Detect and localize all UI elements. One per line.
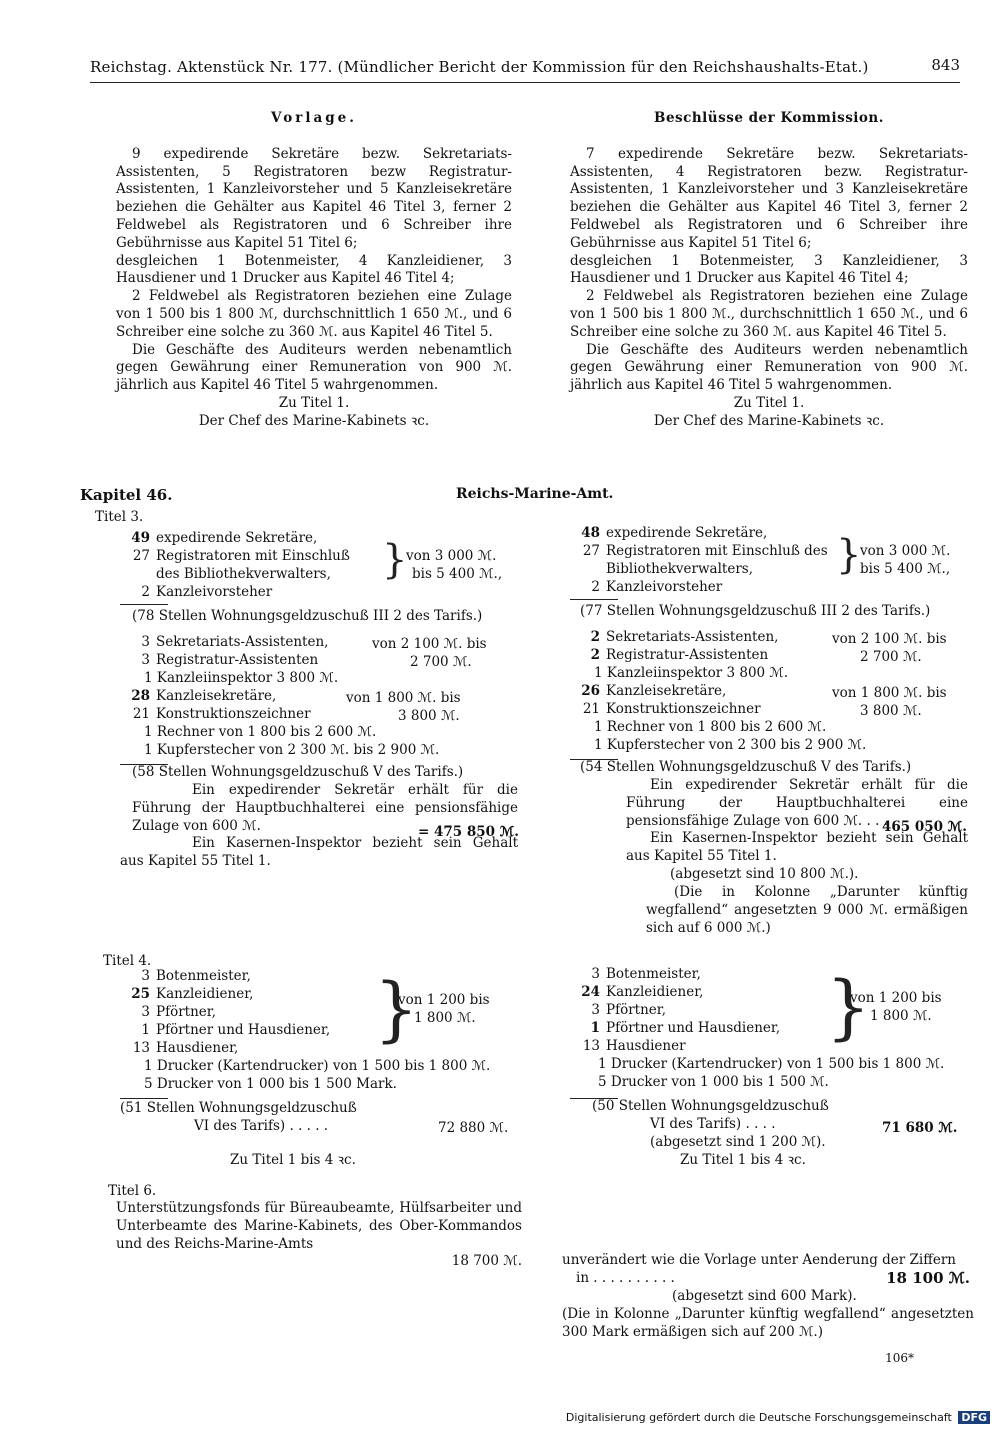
range: 3 800 ℳ. <box>398 708 460 724</box>
rule <box>570 599 618 600</box>
total: 18 700 ℳ. <box>451 1253 522 1270</box>
sheet-number: 106* <box>885 1350 914 1365</box>
count: 3 <box>141 968 150 984</box>
paragraph: Die Geschäfte des Auditeurs werden nebenamtlich gegen Gewährung einer Remuneration von 900 ℳ. jährlich aus Kapitel 46 Titel 5 wahrgenommen. <box>570 341 968 394</box>
range: 3 800 ℳ. <box>860 703 922 719</box>
text-line: unverändert wie die Vorlage unter Aenderung der Ziffern <box>562 1252 956 1268</box>
brace: } <box>374 968 419 1050</box>
range: von 2 100 ℳ. bis <box>832 631 947 647</box>
zu-titel: Zu Titel 1 bis 4 ꝛc. <box>230 1152 356 1168</box>
total: = 475 850 ℳ. <box>418 824 519 840</box>
count: 27 <box>582 543 600 559</box>
position: Registratoren mit Einschluß <box>156 548 350 564</box>
stellen-line: (51 Stellen Wohnungsgeldzuschuß <box>120 1100 357 1116</box>
position: Bibliothekverwalters, <box>606 561 754 577</box>
count: 13 <box>132 1040 150 1056</box>
count: 26 <box>581 683 600 699</box>
beschluesse-column <box>570 110 968 431</box>
stellen-line: (50 Stellen Wohnungsgeldzuschuß <box>592 1098 829 1114</box>
position: Kanzleidiener, <box>606 984 704 1000</box>
position: des Bibliothekverwalters, <box>156 566 331 582</box>
titel3-label: Titel 3. <box>95 509 144 525</box>
total: 465 050 ℳ. <box>882 819 967 835</box>
stellen-line: VI des Tarifs) . . . . <box>650 1116 776 1132</box>
kapitel-label: Kapitel 46. <box>80 486 173 504</box>
footer-text: Digitalisierung gefördert durch die Deutsche Forschungsgemeinschaft <box>565 1411 952 1424</box>
dfg-logo: DFG <box>958 1411 990 1424</box>
stellen-line: (58 Stellen Wohnungsgeldzuschuß V des Tarifs.) <box>132 764 464 780</box>
count: 1 <box>141 1022 150 1038</box>
count: 28 <box>131 688 150 704</box>
paragraph: desgleichen 1 Botenmeister, 3 Kanzleidiener, 3 Hausdiener und 1 Drucker aus Kapitel 46 Titel 4; <box>570 252 968 287</box>
digitization-footer <box>566 1411 990 1424</box>
position: expedirende Sekretäre, <box>156 530 318 546</box>
range: von 1 800 ℳ. bis <box>346 690 461 706</box>
paragraph: 7 expedirende Sekretäre bezw. Sekretariats-Assistenten, 4 Registratoren bezw. Registratur-Assistenten, 1 Kanzleivorsteher und 3 Kanzleisekretäre beziehen die Gehälter aus Kapitel 46 Titel 3, ferner 2 Feldwebel als Registratoren und 6 Schreiber ihre Gebührnisse aus Kapitel 51 Titel 6; <box>570 145 968 251</box>
paragraph: Unterstützungsfonds für Büreaubeamte, Hülfsarbeiter und Unterbeamte des Marine-Kabinets, des Ober-Kommandos und des Reichs-Marine-Amts <box>116 1200 522 1252</box>
count: 24 <box>581 984 600 1000</box>
paragraph: Die Geschäfte des Auditeurs werden nebenamtlich gegen Gewährung einer Remuneration von 900 ℳ. jährlich aus Kapitel 46 Titel 5 wahrgenommen. <box>116 341 512 394</box>
zu-titel: Zu Titel 1. <box>278 394 350 411</box>
count: 48 <box>581 525 600 541</box>
range: bis 5 400 ℳ., <box>860 561 951 577</box>
titel4-right <box>570 966 970 1170</box>
page-number: 843 <box>931 56 960 74</box>
count: 21 <box>582 701 600 717</box>
range: 2 700 ℳ. <box>860 649 922 665</box>
vorlage-heading: Vorlage. <box>271 110 357 126</box>
range: von 1 800 ℳ. bis <box>832 685 947 701</box>
total: 71 680 ℳ. <box>882 1120 958 1136</box>
position: Hausdiener, <box>156 1040 239 1056</box>
position: expedirende Sekretäre, <box>606 525 768 541</box>
position: Hausdiener <box>606 1038 686 1054</box>
header-title: Reichstag. Aktenstück Nr. 177. (Mündlicher Bericht der Kommission für den Reichshaushalts-Etat.) <box>90 58 869 76</box>
stellen-line: (78 Stellen Wohnungsgeldzuschuß III 2 des Tarifs.) <box>132 608 483 624</box>
range: 1 800 ℳ. <box>870 1008 932 1024</box>
position: Sekretariats-Assistenten, <box>156 634 329 650</box>
text-line: in . . . . . . . . . . <box>576 1270 675 1286</box>
stellen-line: VI des Tarifs) . . . . . <box>194 1118 329 1134</box>
position: Registratur-Assistenten <box>606 647 769 663</box>
line-item: 5 Drucker von 1 000 bis 1 500 Mark. <box>144 1076 397 1092</box>
titel6-left <box>116 1200 522 1271</box>
titel3-left <box>120 530 520 871</box>
note: (Die in Kolonne „Darunter künftig wegfallend“ angesetzten 300 Mark ermäßigen sich auf 200 ℳ.) <box>562 1306 974 1340</box>
count: 3 <box>141 634 150 650</box>
stellen-line: (77 Stellen Wohnungsgeldzuschuß III 2 des Tarifs.) <box>580 603 931 619</box>
paragraph: Ein Kasernen-Inspektor bezieht sein Gehalt aus Kapitel 55 Titel 1. <box>626 830 968 865</box>
count: 3 <box>591 966 600 982</box>
stellen-line: (54 Stellen Wohnungsgeldzuschuß V des Tarifs.) <box>580 759 912 775</box>
paragraph: 2 Feldwebel als Registratoren beziehen eine Zulage von 1 500 bis 1 800 ℳ, durchschnittlich 1 650 ℳ., und 6 Schreiber eine solche zu 360 ℳ. aus Kapitel 46 Titel 5. <box>116 288 512 340</box>
line-item: 1 Drucker (Kartendrucker) von 1 500 bis 1 800 ℳ. <box>144 1058 491 1074</box>
count: 3 <box>141 1004 150 1020</box>
zu-titel: Zu Titel 1. <box>733 394 805 411</box>
zu-titel: Zu Titel 1 bis 4 ꝛc. <box>680 1152 806 1168</box>
paragraph: Ein Kasernen-Inspektor bezieht sein Gehalt aus Kapitel 55 Titel 1. <box>120 835 518 870</box>
line-item: 1 Drucker (Kartendrucker) von 1 500 bis 1 800 ℳ. <box>598 1056 945 1072</box>
position: Pförtner, <box>606 1002 667 1018</box>
vorlage-column <box>116 110 512 431</box>
rule <box>120 604 168 605</box>
amt-label: Reichs-Marine-Amt. <box>456 486 614 502</box>
paragraph: 9 expedirende Sekretäre bezw. Sekretariats-Assistenten, 5 Registratoren bezw Registratur-Assistenten, 1 Kanzleivorsteher und 5 Kanzleisekretäre beziehen die Gehälter aus Kapitel 46 Titel 3, ferner 2 Feldwebel als Registratoren und 6 Schreiber ihre Gebührnisse aus Kapitel 51 Titel 6; <box>116 145 512 251</box>
titel6-right <box>562 1252 974 1367</box>
titel4-label: Titel 4. <box>103 953 152 969</box>
abgesetzt: (abgesetzt sind 600 Mark). <box>672 1288 857 1304</box>
paragraph: 2 Feldwebel als Registratoren beziehen eine Zulage von 1 500 bis 1 800 ℳ., durchschnittlich 1 650 ℳ., und 6 Schreiber eine solche zu 360 ℳ. aus Kapitel 46 Titel 5. <box>570 288 968 340</box>
position: Registratur-Assistenten <box>156 652 319 668</box>
paragraph: desgleichen 1 Botenmeister, 4 Kanzleidiener, 3 Hausdiener und 1 Drucker aus Kapitel 46 Titel 4; <box>116 252 512 287</box>
position: Kanzleidiener, <box>156 986 254 1002</box>
count: 3 <box>591 1002 600 1018</box>
titel6-label: Titel 6. <box>108 1183 157 1199</box>
line-item: 1 Rechner von 1 800 bis 2 600 ℳ. <box>144 724 377 740</box>
line-item: 1 Kupferstecher von 2 300 bis 2 900 ℳ. <box>594 737 867 753</box>
count: 49 <box>131 530 150 546</box>
count: 21 <box>132 706 150 722</box>
position: Pförtner, <box>156 1004 217 1020</box>
line-item: 5 Drucker von 1 000 bis 1 500 ℳ. <box>598 1074 829 1090</box>
range: 1 800 ℳ. <box>414 1010 476 1026</box>
brace: } <box>382 537 408 583</box>
position: Pförtner und Hausdiener, <box>606 1020 781 1036</box>
position: Kanzleivorsteher <box>156 584 273 600</box>
position: Konstruktionszeichner <box>156 706 311 722</box>
paragraph: Ein expedirender Sekretär erhält für die Führung der Hauptbuchhalterei eine pensionsfähige Zulage von 600 ℳ. . . . <box>626 777 968 829</box>
total: 72 880 ℳ. <box>438 1120 509 1136</box>
count: 2 <box>590 629 600 645</box>
range: von 2 100 ℳ. bis <box>372 636 487 652</box>
titel4-left <box>120 968 520 1170</box>
range: von 3 000 ℳ. <box>406 548 497 564</box>
brace: } <box>826 966 871 1048</box>
line-item: 1 Kanzleiinspektor 3 800 ℳ. <box>144 670 339 686</box>
count: 1 <box>590 1020 600 1036</box>
count: 2 <box>591 579 600 595</box>
chef-line: Der Chef des Marine-Kabinets ꝛc. <box>198 412 430 429</box>
running-header <box>90 56 960 83</box>
line-item: 1 Kanzleiinspektor 3 800 ℳ. <box>594 665 789 681</box>
chef-line: Der Chef des Marine-Kabinets ꝛc. <box>653 412 885 429</box>
abgesetzt: (abgesetzt sind 10 800 ℳ.). <box>670 865 859 882</box>
rule <box>120 1098 168 1099</box>
position: Konstruktionszeichner <box>606 701 761 717</box>
brace: } <box>836 532 862 578</box>
count: 2 <box>590 647 600 663</box>
range: 2 700 ℳ. <box>410 654 472 670</box>
position: Kanzleisekretäre, <box>606 683 727 699</box>
paragraph: Ein expedirender Sekretär erhält für die Führung der Hauptbuchhalterei eine pensionsfähige Zulage von 600 ℳ. <box>132 782 518 834</box>
range: von 1 200 bis <box>850 990 942 1006</box>
position: Kanzleisekretäre, <box>156 688 277 704</box>
total: 18 100 ℳ. <box>886 1269 970 1287</box>
position: Botenmeister, <box>606 966 701 982</box>
count: 25 <box>131 986 150 1002</box>
note: (Die in Kolonne „Darunter künftig wegfallend“ angesetzten 9 000 ℳ. ermäßigen sich auf 6 000 ℳ.) <box>646 883 968 936</box>
count: 27 <box>132 548 150 564</box>
count: 3 <box>141 652 150 668</box>
range: von 3 000 ℳ. <box>860 543 951 559</box>
titel3-right <box>570 525 970 937</box>
position: Pförtner und Hausdiener, <box>156 1022 331 1038</box>
range: von 1 200 bis <box>398 992 490 1008</box>
position: Botenmeister, <box>156 968 251 984</box>
count: 2 <box>141 584 150 600</box>
count: 13 <box>582 1038 600 1054</box>
beschluesse-heading: Beschlüsse der Kommission. <box>654 110 884 126</box>
position: Kanzleivorsteher <box>606 579 723 595</box>
abgesetzt: (abgesetzt sind 1 200 ℳ). <box>650 1134 826 1150</box>
line-item: 1 Kupferstecher von 2 300 ℳ. bis 2 900 ℳ. <box>144 742 440 758</box>
line-item: 1 Rechner von 1 800 bis 2 600 ℳ. <box>594 719 827 735</box>
position: Registratoren mit Einschluß des <box>606 543 828 559</box>
range: bis 5 400 ℳ., <box>412 566 503 582</box>
position: Sekretariats-Assistenten, <box>606 629 779 645</box>
